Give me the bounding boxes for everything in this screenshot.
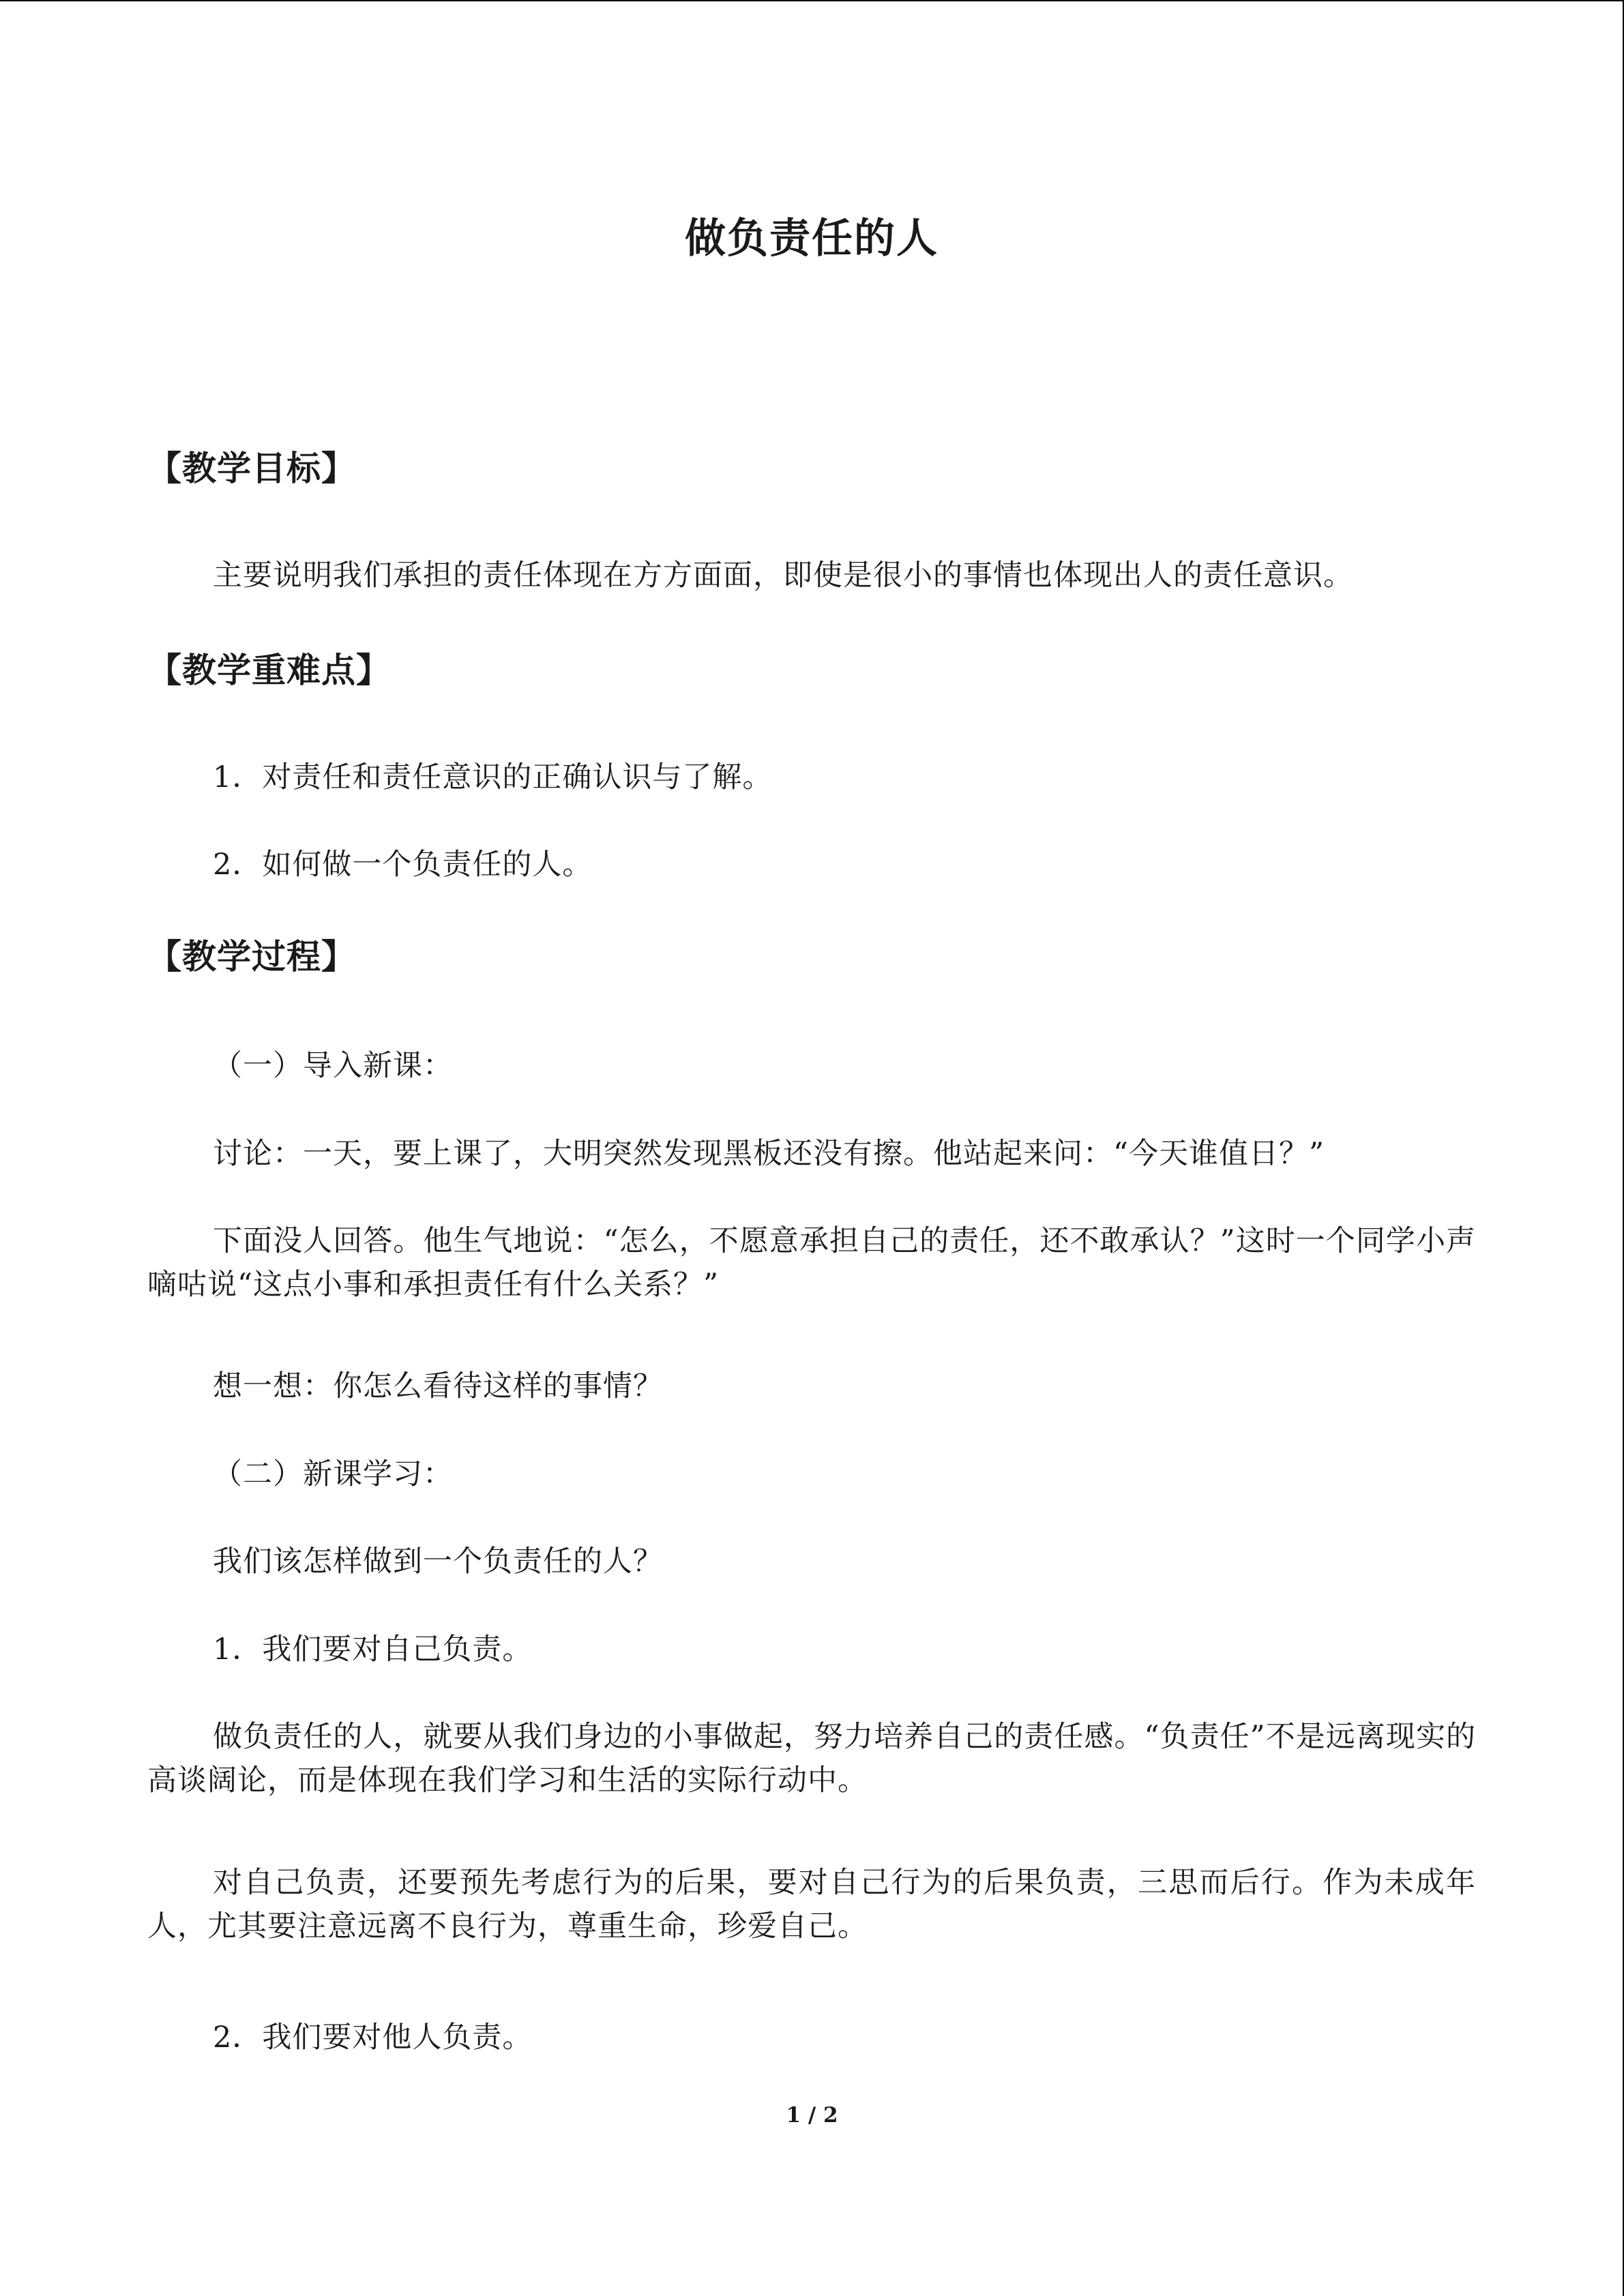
key-point-item: 2．如何做一个负责任的人。 [213,848,593,882]
goals-paragraph: 主要说明我们承担的责任体现在方方面面，即使是很小的事情也体现出人的责任意识。 [213,558,1353,593]
key-point-item: 1．对责任和责任意识的正确认识与了解。 [213,760,773,794]
section-heading-process: 【教学过程】 [147,937,356,976]
process-paragraph: 下面没人回答。他生气地说：“怎么，不愿意承担自己的责任，还不敢承认？”这时一个同学小声嘀咕说“这点小事和承担责任有什么关系？” [147,1224,1476,1302]
process-paragraph: 我们该怎样做到一个负责任的人？ [213,1545,663,1579]
page-number: 1 / 2 [786,2103,838,2128]
process-paragraph: 1．我们要对自己负责。 [213,1632,533,1667]
process-paragraph: 讨论：一天，要上课了，大明突然发现黑板还没有擦。他站起来问：“今天谁值日？” [213,1137,1325,1171]
document-title: 做负责任的人 [685,215,939,263]
process-paragraph: 做负责任的人，就要从我们身边的小事做起，努力培养自己的责任感。“负责任”不是远离现实的高谈阔论，而是体现在我们学习和生活的实际行动中。 [147,1720,1476,1798]
process-paragraph: （一）导入新课： [213,1049,453,1083]
process-paragraph: 想一想：你怎么看待这样的事情？ [213,1369,663,1403]
process-paragraph: （二）新课学习： [213,1457,453,1491]
section-heading-key-points: 【教学重难点】 [147,651,391,690]
process-paragraph: 对自己负责，还要预先考虑行为的后果，要对自己行为的后果负责，三思而后行。作为未成年人，尤其要注意远离不良行为，尊重生命，珍爱自己。 [147,1866,1476,1943]
section-heading-goals: 【教学目标】 [147,449,356,488]
process-paragraph: 2．我们要对他人负责。 [213,2021,533,2055]
